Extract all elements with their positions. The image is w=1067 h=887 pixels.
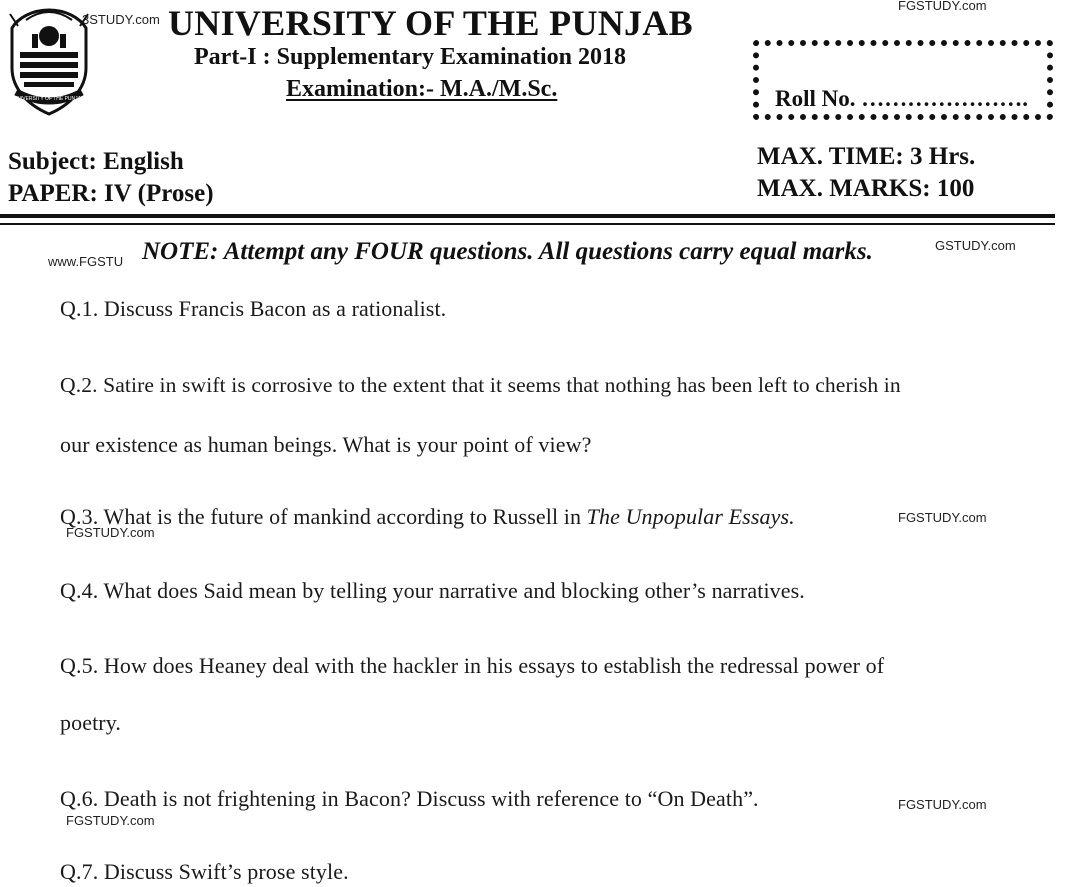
question-2-line-1: Q.2. Satire in swift is corrosive to the extent that it seems that nothing has been left to cherish in bbox=[60, 373, 901, 397]
paper-label: PAPER: IV (Prose) bbox=[8, 180, 214, 207]
max-marks-label: MAX. MARKS: 100 bbox=[757, 175, 975, 202]
question-5-line-2: poetry. bbox=[60, 710, 121, 735]
watermark-note-left: www.FGSTU bbox=[48, 254, 124, 269]
max-time-label: MAX. TIME: 3 Hrs. bbox=[757, 143, 976, 170]
question-6: Q.6. Death is not frightening in Bacon? Discuss with reference to “On Death”. bbox=[60, 786, 759, 811]
watermark-top-left: 3STUDY.com bbox=[82, 12, 160, 27]
university-crest-logo bbox=[6, 6, 92, 118]
watermark-top-right: FGSTUDY.com bbox=[898, 0, 987, 13]
watermark-note-right: GSTUDY.com bbox=[935, 238, 1016, 253]
question-3-text: Q.3. What is the future of mankind according to Russell in bbox=[60, 504, 587, 529]
instructions-note: NOTE: Attempt any FOUR questions. All questions carry equal marks. bbox=[142, 238, 873, 265]
question-2-line-2: our existence as human beings. What is your point of view? bbox=[60, 432, 592, 457]
question-5-line-1: Q.5. How does Heaney deal with the hackler in his essays to establish the redressal power of bbox=[60, 653, 885, 678]
roll-number-label: Roll No. …………………. bbox=[775, 86, 1028, 111]
header-rule-thin bbox=[0, 223, 1055, 225]
question-3 bbox=[60, 504, 795, 530]
university-title: UNIVERSITY OF THE PUNJAB bbox=[168, 3, 693, 43]
watermark-q6-right: FGSTUDY.com bbox=[898, 797, 987, 812]
header-rule-thick bbox=[0, 214, 1055, 218]
question-3-book-title: The Unpopular Essays. bbox=[586, 504, 795, 529]
exam-part-title: Part-I : Supplementary Examination 2018 bbox=[194, 44, 626, 70]
question-1: Q.1. Discuss Francis Bacon as a rationalist. bbox=[60, 296, 447, 321]
watermark-q6-below: FGSTUDY.com bbox=[66, 813, 155, 828]
watermark-q3-right: FGSTUDY.com bbox=[898, 510, 987, 525]
watermark-q3-below: FGSTUDY.com bbox=[66, 525, 155, 540]
svg-text:UNIVERSITY OF THE PUNJAB: UNIVERSITY OF THE PUNJAB bbox=[13, 96, 85, 102]
examination-title: Examination:- M.A./M.Sc. bbox=[286, 76, 558, 102]
question-4: Q.4. What does Said mean by telling your narrative and blocking other’s narratives. bbox=[60, 578, 805, 603]
subject-label: Subject: English bbox=[8, 148, 184, 175]
question-7: Q.7. Discuss Swift’s prose style. bbox=[60, 859, 349, 884]
